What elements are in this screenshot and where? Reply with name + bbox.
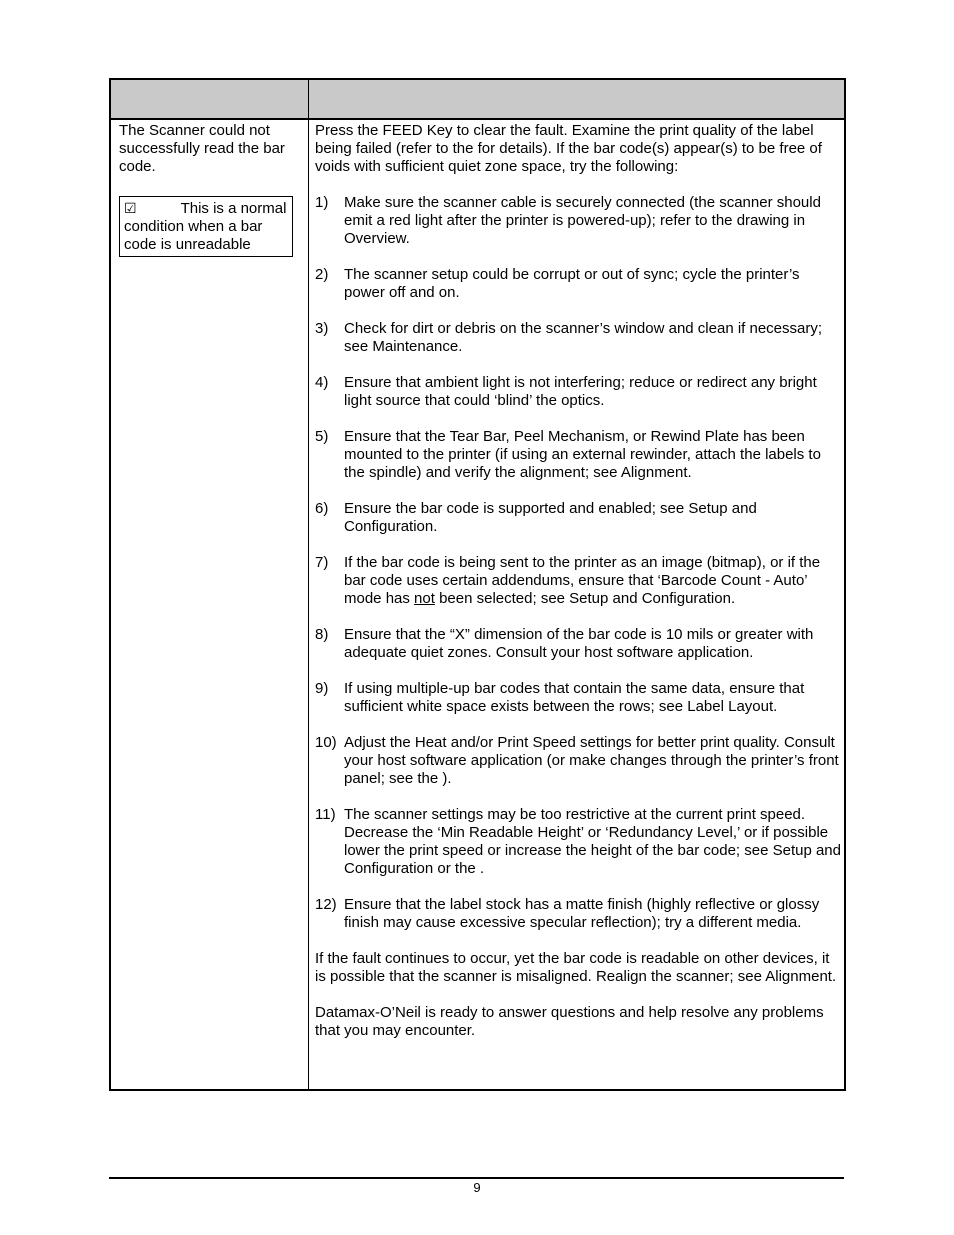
item-text (344, 554, 843, 608)
item-text: Ensure that ambient light is not interfering; reduce or redirect any bright light source that could ‘blind’ the optics. (344, 374, 817, 409)
item-text-part: If the bar code is being sent to the printer as an image (bitmap), or if the bar code uses certain addendums, ensure that ‘Barcode Count - Auto’ mode has (344, 554, 821, 607)
page-number: 9 (473, 1180, 481, 1195)
item-text-emphasis: not (414, 590, 435, 607)
note-lead: This is a (180, 200, 237, 217)
list-item (315, 626, 843, 662)
list-item (315, 896, 843, 932)
list-item (315, 734, 843, 788)
list-item (315, 680, 843, 716)
item-number: 1) (315, 194, 329, 211)
solution-cell (315, 120, 843, 1058)
item-text: The scanner settings may be too restrictive at the current print speed. Decrease the ‘Min Readable Height’ or ‘Redundancy Level,’ or if possible lower the print speed or increase the height of the bar code; see Setup and Configuration or the . (344, 806, 841, 877)
item-text: If using multiple-up bar codes that contain the same data, ensure that sufficient white space exists between the rows; see Label Layout. (344, 680, 805, 715)
item-text: Adjust the Heat and/or Print Speed settings for better print quality. Consult your host software application (or make changes through the printer’s front panel; see the ). (344, 734, 839, 787)
item-text: The scanner setup could be corrupt or out of sync; cycle the printer’s power off and on. (344, 266, 800, 301)
item-number: 8) (315, 626, 329, 643)
list-item (315, 806, 843, 878)
problem-text: The Scanner could not successfully read the bar code. (119, 122, 285, 175)
item-number: 9) (315, 680, 329, 697)
support-note: Datamax-O’Neil is ready to answer questions and help resolve any problems that you may encounter. (315, 1004, 824, 1039)
list-item (315, 320, 843, 356)
table-header-row (111, 80, 844, 120)
item-number: 6) (315, 500, 329, 517)
list-item (315, 428, 843, 482)
item-number: 5) (315, 428, 329, 445)
item-number: 7) (315, 554, 329, 571)
solution-outro: If the fault continues to occur, yet the bar code is readable on other devices, it is possible that the scanner is misaligned. Realign the scanner; see Alignment. (315, 950, 837, 985)
checkbox-checked-icon: ☑ (124, 200, 137, 216)
item-number: 11) (315, 806, 336, 823)
note-text: normal condition when a bar code is unreadable (124, 200, 287, 253)
solution-intro: Press the FEED Key to clear the fault. Examine the print quality of the label being failed (refer to the for details). If the bar code(s) appear(s) to be free of voids with sufficient quiet zone space, try the following: (315, 122, 822, 175)
item-text-part: been selected; see Setup and Configuration. (434, 590, 736, 607)
note-box (119, 196, 293, 257)
problem-cell (119, 120, 303, 257)
item-text: Ensure that the “X” dimension of the bar code is 10 mils or greater with adequate quiet zones. Consult your host software application. (344, 626, 814, 661)
item-text: Check for dirt or debris on the scanner’s window and clean if necessary; see Maintenance. (344, 320, 823, 355)
item-text: Ensure that the label stock has a matte finish (highly reflective or glossy finish may cause excessive specular reflection); try a different media. (344, 896, 820, 931)
list-item (315, 374, 843, 410)
item-number: 3) (315, 320, 329, 337)
item-number: 12) (315, 896, 337, 913)
list-item (315, 554, 843, 608)
item-text: Ensure that the Tear Bar, Peel Mechanism, or Rewind Plate has been mounted to the printer (if using an external rewinder, attach the labels to the spindle) and verify the alignment; see Alignment. (344, 428, 821, 481)
item-text: Ensure the bar code is supported and enabled; see Setup and Configuration. (344, 500, 757, 535)
item-number: 4) (315, 374, 329, 391)
troubleshooting-table (109, 78, 846, 1091)
list-item (315, 266, 843, 302)
list-item (315, 194, 843, 248)
list-item (315, 500, 843, 536)
item-number: 2) (315, 266, 329, 283)
footer-rule (109, 1177, 844, 1179)
column-divider (308, 80, 309, 1089)
item-number: 10) (315, 734, 337, 751)
item-text: Make sure the scanner cable is securely connected (the scanner should emit a red light after the printer is powered-up); refer to the drawing in Overview. (344, 194, 821, 247)
